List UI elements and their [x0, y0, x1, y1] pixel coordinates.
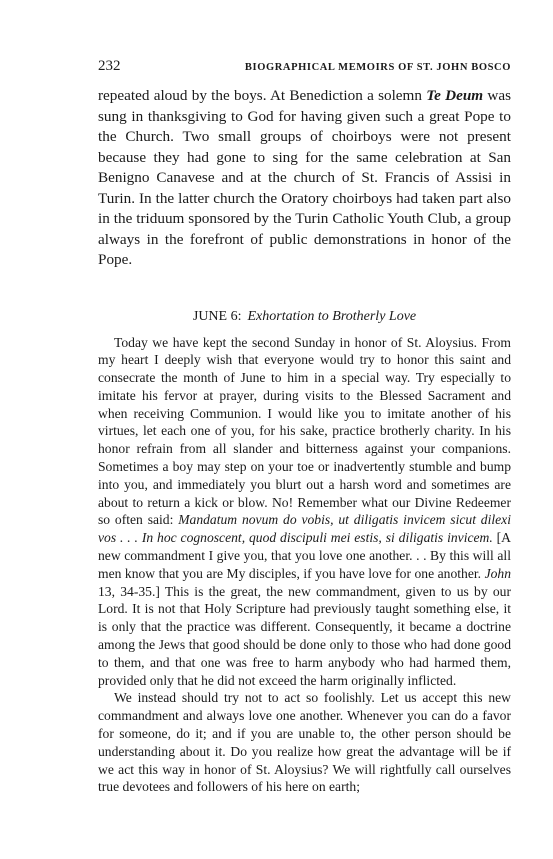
scripture-reference: John — [484, 565, 511, 581]
running-head: BIOGRAPHICAL MEMOIRS OF ST. JOHN BOSCO — [244, 62, 511, 73]
paragraph-text: [A new commandment I give you, that you love one another. . . By this will all men know that you are My disciples, if you have love for one another. — [98, 530, 511, 581]
section-heading — [98, 308, 511, 326]
page-header — [98, 58, 511, 80]
paragraph-continued — [98, 86, 511, 271]
te-deum-emphasis: Te Deum — [426, 87, 484, 104]
latin-quotation: Mandatum novum do vobis, ut diligatis invicem sicut dilexi vos . . . In hoc cognoscent, quod discipuli mei estis, si diligatis invicem. — [98, 512, 511, 546]
paragraph-exhortation — [98, 334, 511, 690]
paragraph-continuation: We instead should try not to act so foolishly. Let us accept this new commandment and always love one another. Whenever you can do a favor for someone, do it; and if you are unable to, the other person should be understanding about it. Do you realize how great the advantage will be if we act this way in honor of St. Aloysius? We will rightfully call ourselves true devotees and followers of his here on earth; — [98, 690, 511, 795]
paragraph-text: 13, 34-35.] This is the great, the new commandment, given to us by our Lord. It is not that Holy Scripture had previously taught something else, it is only that the practice was different. Consequently, it became a doctrine among the Jews that good should be done only to those who had done good to them, and that one was free to harm anybody who had harmed them, provided only that he did not exceed the harm originally inflicted. — [98, 583, 511, 688]
paragraph-text: repeated aloud by the boys. At Benediction a solemn — [98, 87, 427, 104]
paragraph-text: was sung in thanksgiving to God for having given such a great Pope to the Church. Two small groups of choirboys were not present because they had gone to sing for the same celebration at San Benigno Canavese and at the church of St. Francis of Assisi in Turin. In the latter church the Oratory choirboys had taken part also in the triduum sponsored by the Turin Catholic Youth Club, a group always in the forefront of public demonstrations in honor of the Pope. — [98, 87, 512, 268]
book-page — [98, 58, 511, 796]
paragraph-text: Today we have kept the second Sunday in honor of St. Aloysius. From my heart I deeply wish that everyone would try to honor this saint and consecrate the month of June to him in a special way. Try especially to imitate his fervor at prayer, during visits to the Blessed Sacrament and when receiving Communion. I would like you to imitate another of his virtues, let each one of you, for his sake, practice brotherly charity. In his honor refrain from all slander and bitterness against your companions. Sometimes a boy may step on your toe or inadvertently stumble and bump into you, and immediately you blurt out a harsh word and sometimes are about to return a kick or blow. No! Remember what our Divine Redeemer so often said: — [98, 334, 511, 528]
section-date: JUNE 6: — [192, 308, 242, 324]
section-title: Exhortation to Brotherly Love — [247, 308, 417, 324]
page-number: 232 — [98, 58, 121, 74]
